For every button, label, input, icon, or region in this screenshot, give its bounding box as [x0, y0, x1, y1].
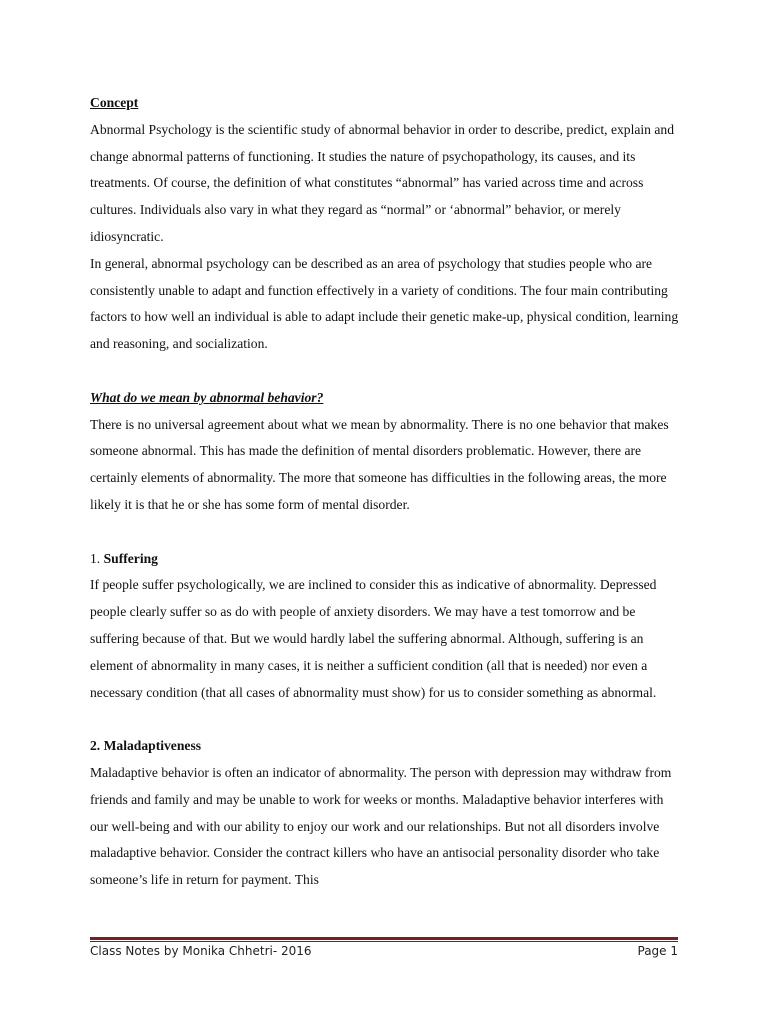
abnormal-behavior-paragraph: There is no universal agreement about what we mean by abnormality. There is no one behavior that makes someone abnormal. This has made the definition of mental disorders problematic. However, there are certainly elements of abnormality. The more that someone has difficulties in the following areas, the more likely it is that he or she has some form of mental disorder. — [90, 416, 669, 512]
concept-paragraph-2: In general, abnormal psychology can be described as an area of psychology that studies people who are consistently unable to adapt and function effectively in a variety of conditions. The four main contributing factors to how well an individual is able to adapt include their genetic make-up, physical condition, learning and reasoning, and socialization. — [90, 255, 679, 352]
spacer — [90, 706, 680, 733]
spacer — [90, 358, 680, 385]
suffering-title: Suffering — [103, 550, 158, 566]
spacer — [90, 519, 680, 546]
section-heading-suffering — [90, 546, 680, 573]
footer-author: Class Notes by Monika Chhetri- 2016 — [90, 944, 312, 958]
suffering-paragraph: If people suffer psychologically, we are inclined to consider this as indicative of abnormality. Depressed people clearly suffer so as do with people of anxiety disorders. We may have a test tomorrow and be suffering because of that. But we would hardly label the suffering abnormal. Although, suffering is an element of abnormality in many cases, it is neither a sufficient condition (all that is needed) nor even a necessary condition (that all cases of abnormality must show) for us to consider something as abnormal. — [90, 577, 657, 700]
page-footer — [90, 944, 678, 962]
section-heading-maladaptiveness: 2. Maladaptiveness — [90, 738, 202, 754]
section-heading-abnormal-behavior: What do we mean by abnormal behavior? — [90, 389, 324, 405]
suffering-number: 1. — [90, 550, 104, 566]
section-heading-concept: Concept — [90, 95, 139, 110]
footer-rule-thick — [90, 937, 678, 940]
concept-paragraph-1: Abnormal Psychology is the scientific study of abnormal behavior in order to describe, predict, explain and change abnormal patterns of functioning. It studies the nature of psychopathology, its causes, and its treatments. Of course, the definition of what constitutes “abnormal” has varied across time and across cultures. Individuals also vary in what they regard as “normal” or ‘abnormal” behavior, or merely idiosyncratic. — [90, 121, 675, 244]
page-number: Page 1 — [637, 944, 678, 958]
footer-rule-thin — [90, 941, 678, 942]
maladaptiveness-paragraph: Maladaptive behavior is often an indicator of abnormality. The person with depression may withdraw from friends and family and may be unable to work for weeks or months. Maladaptive behavior interferes with our well-being and with our ability to enjoy our work and our relationships. But not all disorders involve maladaptive behavior. Consider the contract killers who have an antisocial personality disorder who take someone’s life in return for payment. This — [90, 764, 672, 888]
document-body — [90, 90, 680, 894]
